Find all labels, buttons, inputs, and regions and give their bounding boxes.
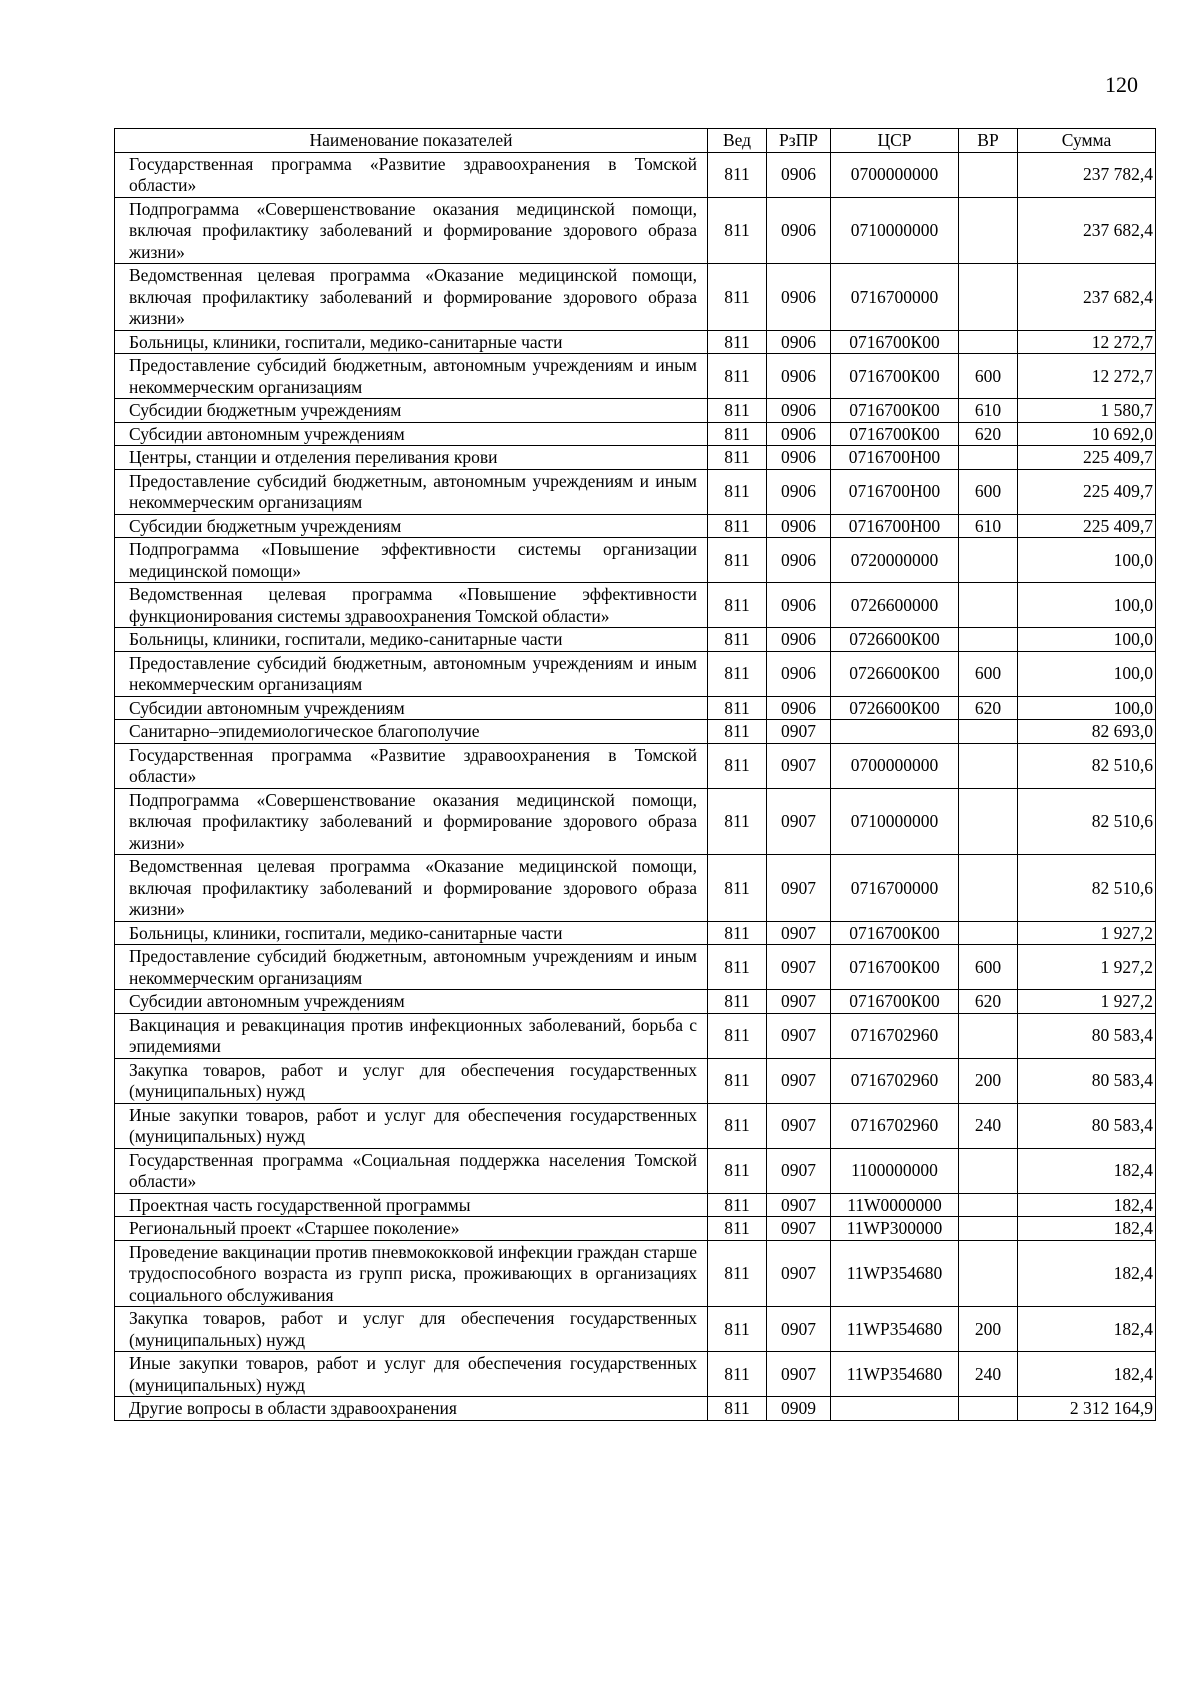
cell-vr bbox=[959, 788, 1018, 855]
cell-ved: 811 bbox=[708, 651, 767, 696]
cell-name: Субсидии автономным учреждениям bbox=[115, 990, 708, 1014]
cell-sum: 100,0 bbox=[1018, 583, 1156, 628]
table-row bbox=[115, 1013, 1156, 1058]
cell-ved: 811 bbox=[708, 152, 767, 197]
cell-ved: 811 bbox=[708, 354, 767, 399]
cell-ved: 811 bbox=[708, 1148, 767, 1193]
cell-name: Ведомственная целевая программа «Оказание медицинской помощи, включая профилактику заболеваний и формирование здорового образа жизни» bbox=[115, 855, 708, 922]
cell-csr: 0716700К00 bbox=[831, 921, 959, 945]
cell-ved: 811 bbox=[708, 1058, 767, 1103]
cell-ved: 811 bbox=[708, 743, 767, 788]
cell-rzpr: 0906 bbox=[767, 538, 831, 583]
cell-vr: 620 bbox=[959, 696, 1018, 720]
cell-csr: 0716700000 bbox=[831, 264, 959, 331]
table-row bbox=[115, 399, 1156, 423]
cell-rzpr: 0907 bbox=[767, 1058, 831, 1103]
cell-sum: 237 682,4 bbox=[1018, 197, 1156, 264]
cell-sum: 237 782,4 bbox=[1018, 152, 1156, 197]
cell-vr bbox=[959, 330, 1018, 354]
cell-vr: 600 bbox=[959, 469, 1018, 514]
cell-csr: 0716700Н00 bbox=[831, 469, 959, 514]
cell-sum: 82 510,6 bbox=[1018, 743, 1156, 788]
cell-sum: 2 312 164,9 bbox=[1018, 1397, 1156, 1421]
cell-vr bbox=[959, 583, 1018, 628]
cell-csr: 0716700Н00 bbox=[831, 446, 959, 470]
cell-sum: 1 927,2 bbox=[1018, 945, 1156, 990]
cell-csr: 11WP354680 bbox=[831, 1307, 959, 1352]
table-row bbox=[115, 720, 1156, 744]
cell-rzpr: 0907 bbox=[767, 1013, 831, 1058]
header-rzpr: РзПР bbox=[767, 129, 831, 153]
cell-name: Субсидии бюджетным учреждениям bbox=[115, 399, 708, 423]
cell-name: Предоставление субсидий бюджетным, автономным учреждениям и иным некоммерческим организациям bbox=[115, 354, 708, 399]
cell-rzpr: 0906 bbox=[767, 583, 831, 628]
cell-vr bbox=[959, 152, 1018, 197]
cell-ved: 811 bbox=[708, 330, 767, 354]
cell-ved: 811 bbox=[708, 538, 767, 583]
cell-csr: 0700000000 bbox=[831, 743, 959, 788]
cell-name: Санитарно–эпидемиологическое благополучие bbox=[115, 720, 708, 744]
table-row bbox=[115, 514, 1156, 538]
cell-ved: 811 bbox=[708, 264, 767, 331]
cell-name: Региональный проект «Старшее поколение» bbox=[115, 1217, 708, 1241]
cell-vr: 240 bbox=[959, 1103, 1018, 1148]
table-row bbox=[115, 354, 1156, 399]
cell-name: Больницы, клиники, госпитали, медико-санитарные части bbox=[115, 921, 708, 945]
cell-vr: 600 bbox=[959, 651, 1018, 696]
cell-sum: 1 927,2 bbox=[1018, 921, 1156, 945]
cell-rzpr: 0906 bbox=[767, 469, 831, 514]
table-row bbox=[115, 422, 1156, 446]
cell-csr: 0710000000 bbox=[831, 788, 959, 855]
cell-rzpr: 0906 bbox=[767, 628, 831, 652]
header-ved: Вед bbox=[708, 129, 767, 153]
cell-ved: 811 bbox=[708, 1103, 767, 1148]
cell-ved: 811 bbox=[708, 446, 767, 470]
cell-rzpr: 0906 bbox=[767, 152, 831, 197]
cell-sum: 100,0 bbox=[1018, 696, 1156, 720]
table-row bbox=[115, 855, 1156, 922]
cell-ved: 811 bbox=[708, 197, 767, 264]
cell-ved: 811 bbox=[708, 422, 767, 446]
cell-rzpr: 0906 bbox=[767, 696, 831, 720]
cell-csr: 0716700К00 bbox=[831, 422, 959, 446]
cell-rzpr: 0907 bbox=[767, 1352, 831, 1397]
cell-ved: 811 bbox=[708, 514, 767, 538]
cell-rzpr: 0907 bbox=[767, 1240, 831, 1307]
cell-rzpr: 0907 bbox=[767, 1103, 831, 1148]
cell-csr: 0720000000 bbox=[831, 538, 959, 583]
table-row bbox=[115, 264, 1156, 331]
cell-sum: 182,4 bbox=[1018, 1217, 1156, 1241]
cell-sum: 82 510,6 bbox=[1018, 855, 1156, 922]
cell-ved: 811 bbox=[708, 788, 767, 855]
table-row bbox=[115, 583, 1156, 628]
cell-vr: 600 bbox=[959, 945, 1018, 990]
table-row bbox=[115, 469, 1156, 514]
cell-vr bbox=[959, 743, 1018, 788]
cell-name: Проектная часть государственной программы bbox=[115, 1193, 708, 1217]
cell-sum: 1 580,7 bbox=[1018, 399, 1156, 423]
cell-vr bbox=[959, 628, 1018, 652]
cell-rzpr: 0907 bbox=[767, 990, 831, 1014]
cell-name: Вакцинация и ревакцинация против инфекционных заболеваний, борьба с эпидемиями bbox=[115, 1013, 708, 1058]
cell-csr bbox=[831, 1397, 959, 1421]
cell-rzpr: 0906 bbox=[767, 399, 831, 423]
cell-sum: 12 272,7 bbox=[1018, 330, 1156, 354]
cell-sum: 80 583,4 bbox=[1018, 1013, 1156, 1058]
cell-vr: 240 bbox=[959, 1352, 1018, 1397]
cell-rzpr: 0909 bbox=[767, 1397, 831, 1421]
table-row bbox=[115, 1397, 1156, 1421]
cell-vr: 200 bbox=[959, 1307, 1018, 1352]
cell-sum: 182,4 bbox=[1018, 1240, 1156, 1307]
cell-vr bbox=[959, 264, 1018, 331]
cell-ved: 811 bbox=[708, 1352, 767, 1397]
cell-vr bbox=[959, 197, 1018, 264]
cell-csr: 0726600К00 bbox=[831, 651, 959, 696]
cell-rzpr: 0906 bbox=[767, 330, 831, 354]
cell-sum: 82 510,6 bbox=[1018, 788, 1156, 855]
table-row bbox=[115, 990, 1156, 1014]
cell-rzpr: 0907 bbox=[767, 921, 831, 945]
cell-rzpr: 0907 bbox=[767, 788, 831, 855]
table-row bbox=[115, 330, 1156, 354]
table-row bbox=[115, 696, 1156, 720]
cell-sum: 100,0 bbox=[1018, 628, 1156, 652]
cell-ved: 811 bbox=[708, 921, 767, 945]
cell-name: Больницы, клиники, госпитали, медико-санитарные части bbox=[115, 330, 708, 354]
header-vr: ВР bbox=[959, 129, 1018, 153]
cell-vr bbox=[959, 855, 1018, 922]
cell-ved: 811 bbox=[708, 990, 767, 1014]
cell-sum: 182,4 bbox=[1018, 1193, 1156, 1217]
cell-name: Ведомственная целевая программа «Повышение эффективности функционирования системы здравоохранения Томской области» bbox=[115, 583, 708, 628]
cell-rzpr: 0907 bbox=[767, 720, 831, 744]
cell-rzpr: 0907 bbox=[767, 743, 831, 788]
table-row bbox=[115, 945, 1156, 990]
cell-name: Центры, станции и отделения переливания крови bbox=[115, 446, 708, 470]
cell-vr bbox=[959, 1148, 1018, 1193]
cell-vr bbox=[959, 1193, 1018, 1217]
cell-rzpr: 0907 bbox=[767, 1217, 831, 1241]
cell-rzpr: 0907 bbox=[767, 945, 831, 990]
cell-sum: 225 409,7 bbox=[1018, 446, 1156, 470]
cell-name: Предоставление субсидий бюджетным, автономным учреждениям и иным некоммерческим организациям bbox=[115, 469, 708, 514]
cell-csr: 0716700000 bbox=[831, 855, 959, 922]
cell-vr bbox=[959, 1013, 1018, 1058]
cell-rzpr: 0906 bbox=[767, 651, 831, 696]
header-name: Наименование показателей bbox=[115, 129, 708, 153]
table-row bbox=[115, 1240, 1156, 1307]
cell-name: Государственная программа «Социальная поддержка населения Томской области» bbox=[115, 1148, 708, 1193]
cell-vr bbox=[959, 720, 1018, 744]
cell-csr: 0716702960 bbox=[831, 1058, 959, 1103]
cell-csr: 11WP300000 bbox=[831, 1217, 959, 1241]
cell-sum: 182,4 bbox=[1018, 1352, 1156, 1397]
cell-sum: 225 409,7 bbox=[1018, 469, 1156, 514]
cell-name: Подпрограмма «Совершенствование оказания медицинской помощи, включая профилактику заболеваний и формирование здорового образа жизни» bbox=[115, 788, 708, 855]
cell-csr: 0700000000 bbox=[831, 152, 959, 197]
cell-ved: 811 bbox=[708, 720, 767, 744]
cell-csr: 0716700К00 bbox=[831, 354, 959, 399]
table-row bbox=[115, 446, 1156, 470]
table-body bbox=[115, 152, 1156, 1420]
cell-rzpr: 0907 bbox=[767, 1148, 831, 1193]
cell-name: Подпрограмма «Совершенствование оказания медицинской помощи, включая профилактику заболеваний и формирование здорового образа жизни» bbox=[115, 197, 708, 264]
cell-name: Государственная программа «Развитие здравоохранения в Томской области» bbox=[115, 152, 708, 197]
cell-vr: 600 bbox=[959, 354, 1018, 399]
cell-ved: 811 bbox=[708, 855, 767, 922]
cell-name: Ведомственная целевая программа «Оказание медицинской помощи, включая профилактику заболеваний и формирование здорового образа жизни» bbox=[115, 264, 708, 331]
cell-ved: 811 bbox=[708, 628, 767, 652]
header-sum: Сумма bbox=[1018, 129, 1156, 153]
cell-name: Субсидии бюджетным учреждениям bbox=[115, 514, 708, 538]
cell-vr: 620 bbox=[959, 422, 1018, 446]
cell-ved: 811 bbox=[708, 469, 767, 514]
cell-name: Проведение вакцинации против пневмококковой инфекции граждан старше трудоспособного возраста из групп риска, проживающих в организациях социального обслуживания bbox=[115, 1240, 708, 1307]
cell-ved: 811 bbox=[708, 945, 767, 990]
cell-vr bbox=[959, 538, 1018, 583]
cell-sum: 100,0 bbox=[1018, 651, 1156, 696]
cell-name: Государственная программа «Развитие здравоохранения в Томской области» bbox=[115, 743, 708, 788]
cell-rzpr: 0906 bbox=[767, 197, 831, 264]
table-row bbox=[115, 1217, 1156, 1241]
cell-vr: 610 bbox=[959, 514, 1018, 538]
cell-vr bbox=[959, 446, 1018, 470]
cell-name: Другие вопросы в области здравоохранения bbox=[115, 1397, 708, 1421]
cell-ved: 811 bbox=[708, 583, 767, 628]
cell-name: Предоставление субсидий бюджетным, автономным учреждениям и иным некоммерческим организациям bbox=[115, 945, 708, 990]
table-row bbox=[115, 1103, 1156, 1148]
cell-csr: 0716700К00 bbox=[831, 399, 959, 423]
cell-csr: 0716700К00 bbox=[831, 990, 959, 1014]
cell-vr bbox=[959, 921, 1018, 945]
cell-csr: 0716700Н00 bbox=[831, 514, 959, 538]
cell-sum: 10 692,0 bbox=[1018, 422, 1156, 446]
table-row bbox=[115, 1148, 1156, 1193]
cell-csr: 11WP354680 bbox=[831, 1240, 959, 1307]
cell-csr: 11W0000000 bbox=[831, 1193, 959, 1217]
cell-rzpr: 0906 bbox=[767, 514, 831, 538]
cell-sum: 100,0 bbox=[1018, 538, 1156, 583]
table-row bbox=[115, 743, 1156, 788]
cell-sum: 182,4 bbox=[1018, 1307, 1156, 1352]
cell-ved: 811 bbox=[708, 1307, 767, 1352]
cell-ved: 811 bbox=[708, 1397, 767, 1421]
cell-vr bbox=[959, 1397, 1018, 1421]
cell-ved: 811 bbox=[708, 1240, 767, 1307]
cell-sum: 82 693,0 bbox=[1018, 720, 1156, 744]
table-row bbox=[115, 651, 1156, 696]
cell-name: Предоставление субсидий бюджетным, автономным учреждениям и иным некоммерческим организациям bbox=[115, 651, 708, 696]
cell-sum: 12 272,7 bbox=[1018, 354, 1156, 399]
table-row bbox=[115, 1352, 1156, 1397]
table-row bbox=[115, 921, 1156, 945]
table-row bbox=[115, 628, 1156, 652]
cell-vr: 620 bbox=[959, 990, 1018, 1014]
cell-csr: 0716700К00 bbox=[831, 945, 959, 990]
table-row bbox=[115, 1307, 1156, 1352]
cell-name: Закупка товаров, работ и услуг для обеспечения государственных (муниципальных) нужд bbox=[115, 1058, 708, 1103]
cell-csr: 0716702960 bbox=[831, 1013, 959, 1058]
cell-rzpr: 0906 bbox=[767, 422, 831, 446]
cell-csr: 0726600К00 bbox=[831, 628, 959, 652]
cell-name: Закупка товаров, работ и услуг для обеспечения государственных (муниципальных) нужд bbox=[115, 1307, 708, 1352]
budget-table bbox=[114, 128, 1156, 1421]
cell-rzpr: 0907 bbox=[767, 855, 831, 922]
cell-name: Больницы, клиники, госпитали, медико-санитарные части bbox=[115, 628, 708, 652]
cell-csr: 0726600000 bbox=[831, 583, 959, 628]
table-header-row bbox=[115, 129, 1156, 153]
cell-sum: 80 583,4 bbox=[1018, 1103, 1156, 1148]
cell-csr: 0710000000 bbox=[831, 197, 959, 264]
cell-rzpr: 0906 bbox=[767, 264, 831, 331]
table-row bbox=[115, 197, 1156, 264]
table-row bbox=[115, 1193, 1156, 1217]
cell-csr: 0716700К00 bbox=[831, 330, 959, 354]
cell-name: Субсидии автономным учреждениям bbox=[115, 422, 708, 446]
cell-vr bbox=[959, 1240, 1018, 1307]
table-row bbox=[115, 1058, 1156, 1103]
cell-ved: 811 bbox=[708, 696, 767, 720]
table-row bbox=[115, 788, 1156, 855]
cell-name: Подпрограмма «Повышение эффективности системы организации медицинской помощи» bbox=[115, 538, 708, 583]
cell-rzpr: 0907 bbox=[767, 1307, 831, 1352]
cell-sum: 225 409,7 bbox=[1018, 514, 1156, 538]
table-row bbox=[115, 538, 1156, 583]
cell-csr: 1100000000 bbox=[831, 1148, 959, 1193]
cell-csr: 11WP354680 bbox=[831, 1352, 959, 1397]
cell-name: Субсидии автономным учреждениям bbox=[115, 696, 708, 720]
cell-name: Иные закупки товаров, работ и услуг для обеспечения государственных (муниципальных) нужд bbox=[115, 1103, 708, 1148]
table-row bbox=[115, 152, 1156, 197]
cell-sum: 182,4 bbox=[1018, 1148, 1156, 1193]
page-number: 120 bbox=[1105, 72, 1138, 97]
cell-vr: 610 bbox=[959, 399, 1018, 423]
header-csr: ЦСР bbox=[831, 129, 959, 153]
cell-ved: 811 bbox=[708, 1013, 767, 1058]
cell-vr bbox=[959, 1217, 1018, 1241]
cell-ved: 811 bbox=[708, 1217, 767, 1241]
cell-sum: 1 927,2 bbox=[1018, 990, 1156, 1014]
cell-csr: 0716702960 bbox=[831, 1103, 959, 1148]
cell-rzpr: 0907 bbox=[767, 1193, 831, 1217]
cell-csr: 0726600К00 bbox=[831, 696, 959, 720]
cell-rzpr: 0906 bbox=[767, 446, 831, 470]
cell-rzpr: 0906 bbox=[767, 354, 831, 399]
cell-csr bbox=[831, 720, 959, 744]
cell-ved: 811 bbox=[708, 1193, 767, 1217]
cell-name: Иные закупки товаров, работ и услуг для обеспечения государственных (муниципальных) нужд bbox=[115, 1352, 708, 1397]
cell-sum: 237 682,4 bbox=[1018, 264, 1156, 331]
cell-vr: 200 bbox=[959, 1058, 1018, 1103]
cell-ved: 811 bbox=[708, 399, 767, 423]
cell-sum: 80 583,4 bbox=[1018, 1058, 1156, 1103]
